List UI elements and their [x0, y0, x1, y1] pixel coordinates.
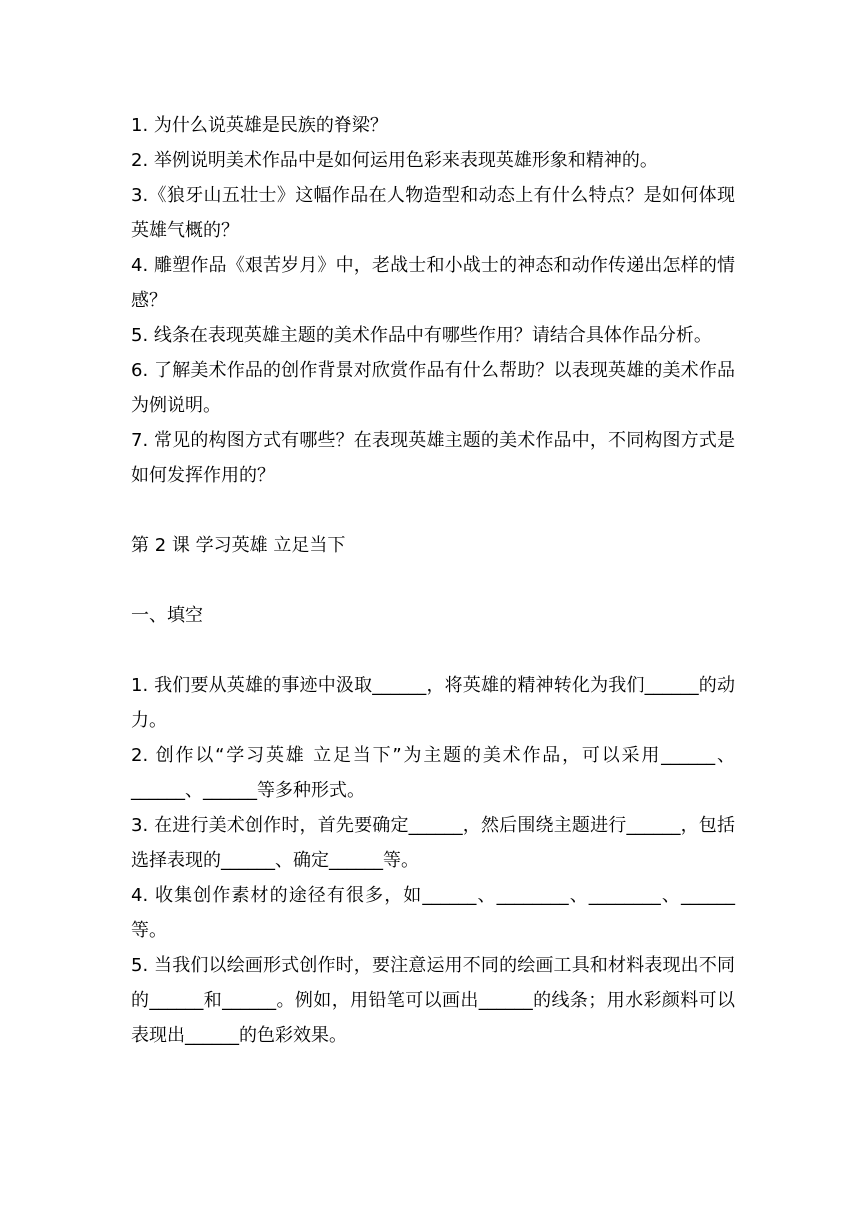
question-item: 2. 举例说明美术作品中是如何运用色彩来表现英雄形象和精神的。 [131, 150, 658, 171]
document-body [131, 108, 735, 1053]
lesson-title: 第 2 课 学习英雄 立足当下 [131, 535, 346, 556]
question-item: 4. 雕塑作品《艰苦岁月》中，老战士和小战士的神态和动作传递出怎样的情感？ [131, 255, 735, 311]
question-item: 6. 了解美术作品的创作背景对欣赏作品有什么帮助？以表现英雄的美术作品为例说明。 [131, 360, 735, 416]
fill-in-item: 5. 当我们以绘画形式创作时，要注意运用不同的绘画工具和材料表现出不同的______和______。例如，用铅笔可以画出______的线条；用水彩颜料可以表现出______的色彩效果。 [131, 955, 735, 1046]
question-list [131, 108, 735, 493]
fill-in-item: 3. 在进行美术创作时，首先要确定______，然后围绕主题进行______，包括选择表现的______、确定______等。 [131, 815, 735, 871]
fill-in-list [131, 668, 735, 1053]
question-item: 1. 为什么说英雄是民族的脊梁？ [131, 115, 388, 136]
fill-in-item: 2. 创作以“学习英雄 立足当下”为主题的美术作品，可以采用______、______、______等多种形式。 [131, 745, 735, 801]
fill-in-item: 1. 我们要从英雄的事迹中汲取______，将英雄的精神转化为我们______的动力。 [131, 675, 735, 731]
question-item: 3.《狼牙山五壮士》这幅作品在人物造型和动态上有什么特点？是如何体现英雄气概的？ [131, 185, 735, 241]
question-item: 7. 常见的构图方式有哪些？在表现英雄主题的美术作品中，不同构图方式是如何发挥作用的？ [131, 430, 735, 486]
fill-in-item: 4. 收集创作素材的途径有很多，如______、________、________、______等。 [131, 885, 735, 941]
question-item: 5. 线条在表现英雄主题的美术作品中有哪些作用？请结合具体作品分析。 [131, 325, 712, 346]
section-title: 一、填空 [131, 605, 203, 626]
